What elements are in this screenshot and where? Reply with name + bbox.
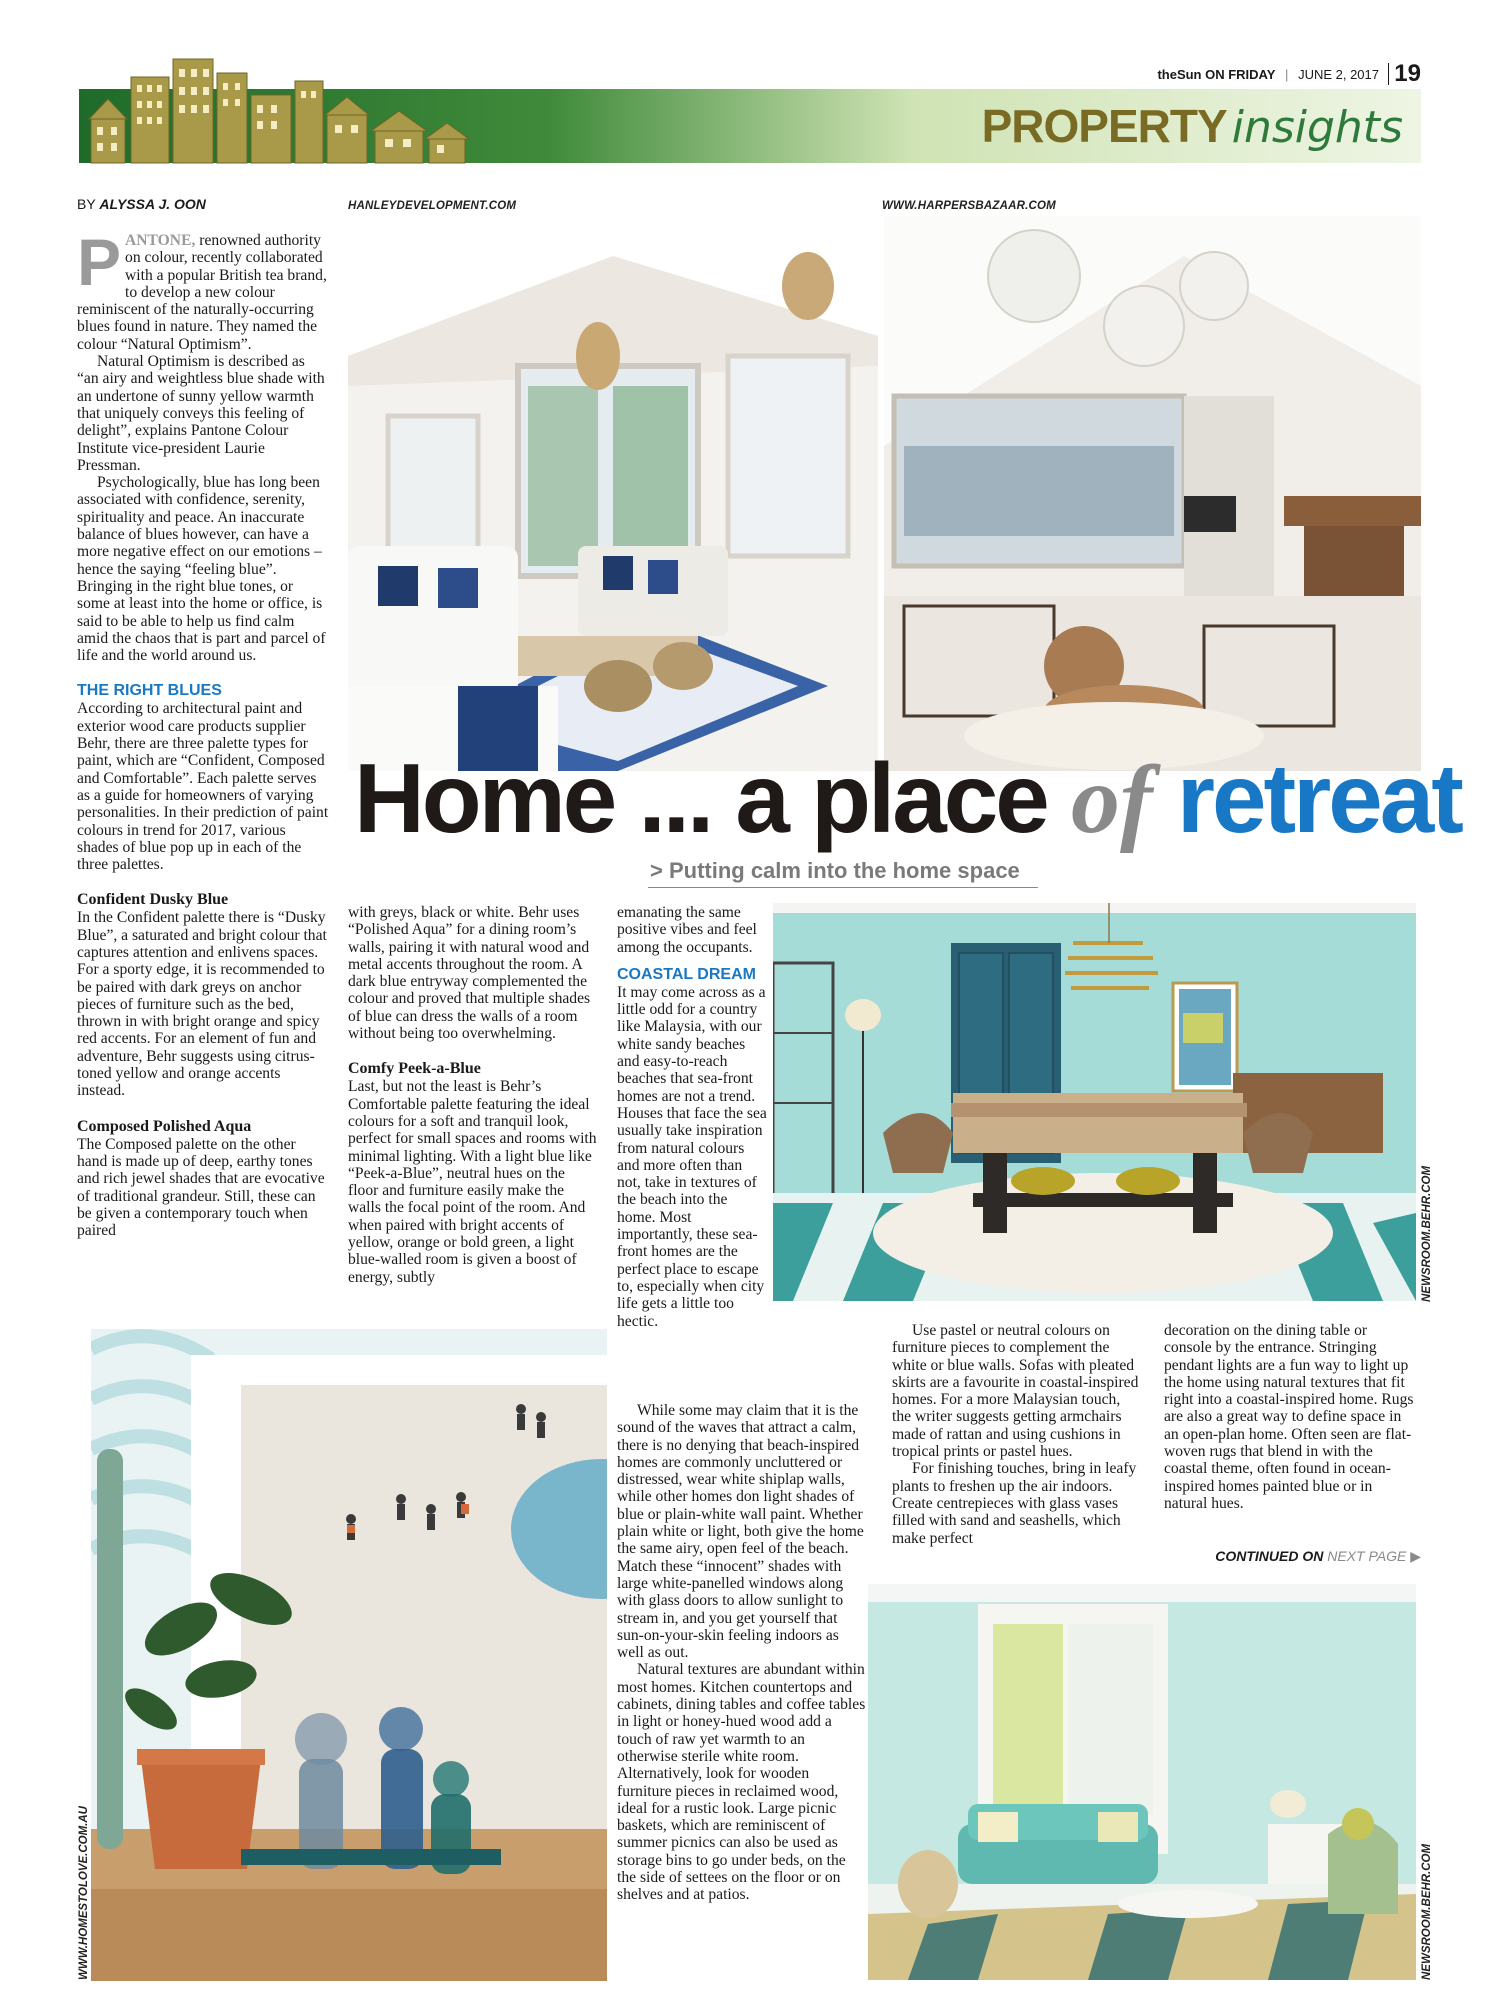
- column-5: [1164, 1322, 1416, 1512]
- masthead: [79, 55, 1421, 170]
- column-3: [617, 904, 767, 1330]
- byline-prefix: BY: [77, 196, 96, 212]
- drop-cap: P: [77, 225, 122, 299]
- paragraph: The Composed palette on the other hand is made up of deep, earthy tones and rich jewel shades that are evocative of traditional grandeur. Still, these can be given a contemporary touch when paired: [77, 1135, 325, 1240]
- paragraph: emanating the same positive vibes and feel among the occupants.: [617, 904, 757, 956]
- photo-dining-aqua: [773, 903, 1416, 1301]
- issue-date: JUNE 2, 2017: [1298, 67, 1379, 82]
- paragraph: Last, but not the least is Behr’s Comfortable palette featuring the ideal colours for a soft and tranquil look, perfect for small spaces and rooms with minimal lighting. With a light blue like “Peek-a-Blue”, neutral hues on the floor and furniture easily make the walls the focal point of the room. And when paired with bright accents of yellow, orange or bold green, a light blue-walled room is given a boost of energy, subtly: [348, 1078, 597, 1286]
- separator: |: [1285, 67, 1289, 82]
- subheading-right-blues: THE RIGHT BLUES: [77, 682, 222, 700]
- section-title: [982, 99, 1403, 153]
- headline-part2: of: [1070, 746, 1153, 854]
- photo-credit-harpers: WWW.HARPERSBAZAAR.COM: [882, 200, 1056, 212]
- masthead-paper-date: [1157, 67, 1379, 82]
- headline: [354, 743, 1461, 858]
- byline: [77, 196, 206, 212]
- subheading-confident: Confident Dusky Blue: [77, 891, 229, 909]
- photo-living-room-white: [348, 216, 878, 771]
- column-4: [892, 1322, 1142, 1547]
- headline-part1: Home ... a place: [354, 743, 1047, 853]
- section-title-bold: PROPERTY: [981, 100, 1227, 152]
- continued-on[interactable]: [1215, 1548, 1421, 1565]
- paragraph: In the Confident palette there is “Dusky Blue”, a saturated and bright colour that captures attention and enlivens spaces. For a sporty edge, it is recommended to be paired with dark greys on anchor pieces of furniture such as the bed, thrown in with bright orange and spicy red accents. For an element of fun and adventure, Behr suggests using citrus-toned yellow and orange accents instead.: [77, 909, 327, 1100]
- masthead-divider: [1388, 63, 1389, 85]
- photo-living-room-rattan: [884, 216, 1421, 771]
- paragraph: It may come across as a little odd for a country like Malaysia, with our white sandy beaches and easy-to-reach beaches that sea-front homes are not a trend. Houses that face the sea usually take inspiration from natural colours and more often than not, take in textures of the beach into the home. Most importantly, these sea-front homes are the perfect place to escape to, especially when city life gets a little too hectic.: [617, 983, 767, 1330]
- paragraph: Psychologically, blue has long been associated with confidence, serenity, spirituality and peace. An inaccurate balance of blues however, can have a more negative effect on our emotions – hence the saying “feeling blue”. Bringing in the right blue tones, or some at least into the home or office, is said to be able to help us find calm amid the chaos that is part and parcel of life and the world around us.: [77, 474, 326, 665]
- paragraph: According to architectural paint and exterior wood care products supplier Behr, there are three palette types for paint, which are “Confident, Composed and Comfortable”. Each palette serves as a guide for homeowners of varying personalities. In their prediction of paint colours in trend for 2017, various shades of blue pop up in each of the three palettes.: [77, 700, 329, 874]
- photo-credit-behr-dining: NEWSROOM.BEHR.COM: [1421, 1165, 1433, 1302]
- paragraph: decoration on the dining table or console by the entrance. Stringing pendant lights are a fun way to light up the home using natural textures that fit right into a coastal-inspired home. Rugs are also a great way to define space in an open-plan home. Often seen are flat-woven rugs that blend in with the coastal theme, often found in ocean-inspired homes painted blue or in natural hues.: [1164, 1322, 1414, 1512]
- paper-name: theSun ON FRIDAY: [1157, 67, 1276, 82]
- continued-next-page: NEXT PAGE: [1327, 1548, 1407, 1564]
- column-2: [348, 904, 598, 1286]
- byline-author: ALYSSA J. OON: [99, 196, 206, 212]
- photo-living-room-light-blue: [868, 1584, 1416, 1980]
- photo-credit-hanley: HANLEYDEVELOPMENT.COM: [348, 200, 517, 212]
- paragraph: Use pastel or neutral colours on furniture pieces to complement the white or blue walls. Sofas with pleated skirts are a favourite in coastal-inspired homes. For a more Malaysian touch, the writer suggests getting armchairs made of rattan and using cushions in tropical prints or pastel hues.: [892, 1322, 1139, 1461]
- column-3-lower: [617, 1402, 867, 1904]
- section-title-italic: insights: [1231, 102, 1403, 153]
- photo-credit-homestolove: WWW.HOMESTOLOVE.COM.AU: [78, 1806, 90, 1980]
- photo-beach-art-plants: [91, 1329, 607, 1981]
- subhead-rule: [648, 887, 1038, 888]
- column-1: [77, 225, 329, 1240]
- photo-credit-behr-living: NEWSROOM.BEHR.COM: [1421, 1843, 1433, 1980]
- paragraph: Natural textures are abundant within most homes. Kitchen countertops and cabinets, dining tables and coffee tables in light or honey-hued wood add a touch of raw yet warmth to an otherwise sterile white room. Alternatively, look for wooden furniture pieces in reclaimed wood, ideal for a rustic look. Large picnic baskets, which are reminiscent of summer picnics can also be used as storage bins to go under beds, on the the side of settees on the floor or on shelves and at patios.: [617, 1661, 866, 1904]
- subheading-composed: Composed Polished Aqua: [77, 1117, 252, 1135]
- arrow-right-icon: ▶: [1410, 1548, 1421, 1564]
- subheading-comfy: Comfy Peek-a-Blue: [348, 1060, 481, 1078]
- paragraph-lead: [77, 225, 329, 353]
- subheading-coastal-dream: COASTAL DREAM: [617, 965, 756, 983]
- paragraph: While some may claim that it is the sound of the waves that attract a calm, there is no denying that beach-inspired homes are commonly uncluttered or distressed, wear white shiplap walls, while other homes don light shades of blue or plain-white wall paint. Whether plain white or light, both give the home the same airy, open feel of the beach. Match these “innocent” shades with large white-panelled windows along with glass doors to allow sunlight to stream in, and you get yourself that sun-on-your-skin feeling indoors as well as out.: [617, 1402, 864, 1662]
- page-number: 19: [1394, 60, 1421, 87]
- paragraph: Natural Optimism is described as “an airy and weightless blue shade with an undertone of sunny yellow warmth that uniquely conveys this feeling of delight”, explains Pantone Colour Institute vice-president Laurie Pressman.: [77, 353, 325, 474]
- paragraph: with greys, black or white. Behr uses “Polished Aqua” for a dining room’s walls, pairing it with natural wood and metal accents throughout the room. A dark blue entryway complemented the colour and proved that multiple shades of blue can dress the walls of a room without being too overwhelming.: [348, 904, 591, 1043]
- subhead: > Putting calm into the home space: [650, 858, 1020, 883]
- lead-caps: ANTONE,: [125, 232, 196, 249]
- lead-text: renowned authority on colour, recently collaborated with a popular British tea brand, to develop a new colour reminiscent of the naturally-occurring blues found in nature. They named the colour “Natural Optimism”.: [77, 232, 327, 353]
- headline-part3: retreat: [1176, 743, 1461, 853]
- continued-label: CONTINUED ON: [1215, 1548, 1324, 1564]
- paragraph: For finishing touches, bring in leafy plants to freshen up the air indoors. Create centrepieces with glass vases filled with sand and seashells, which make perfect: [892, 1460, 1137, 1547]
